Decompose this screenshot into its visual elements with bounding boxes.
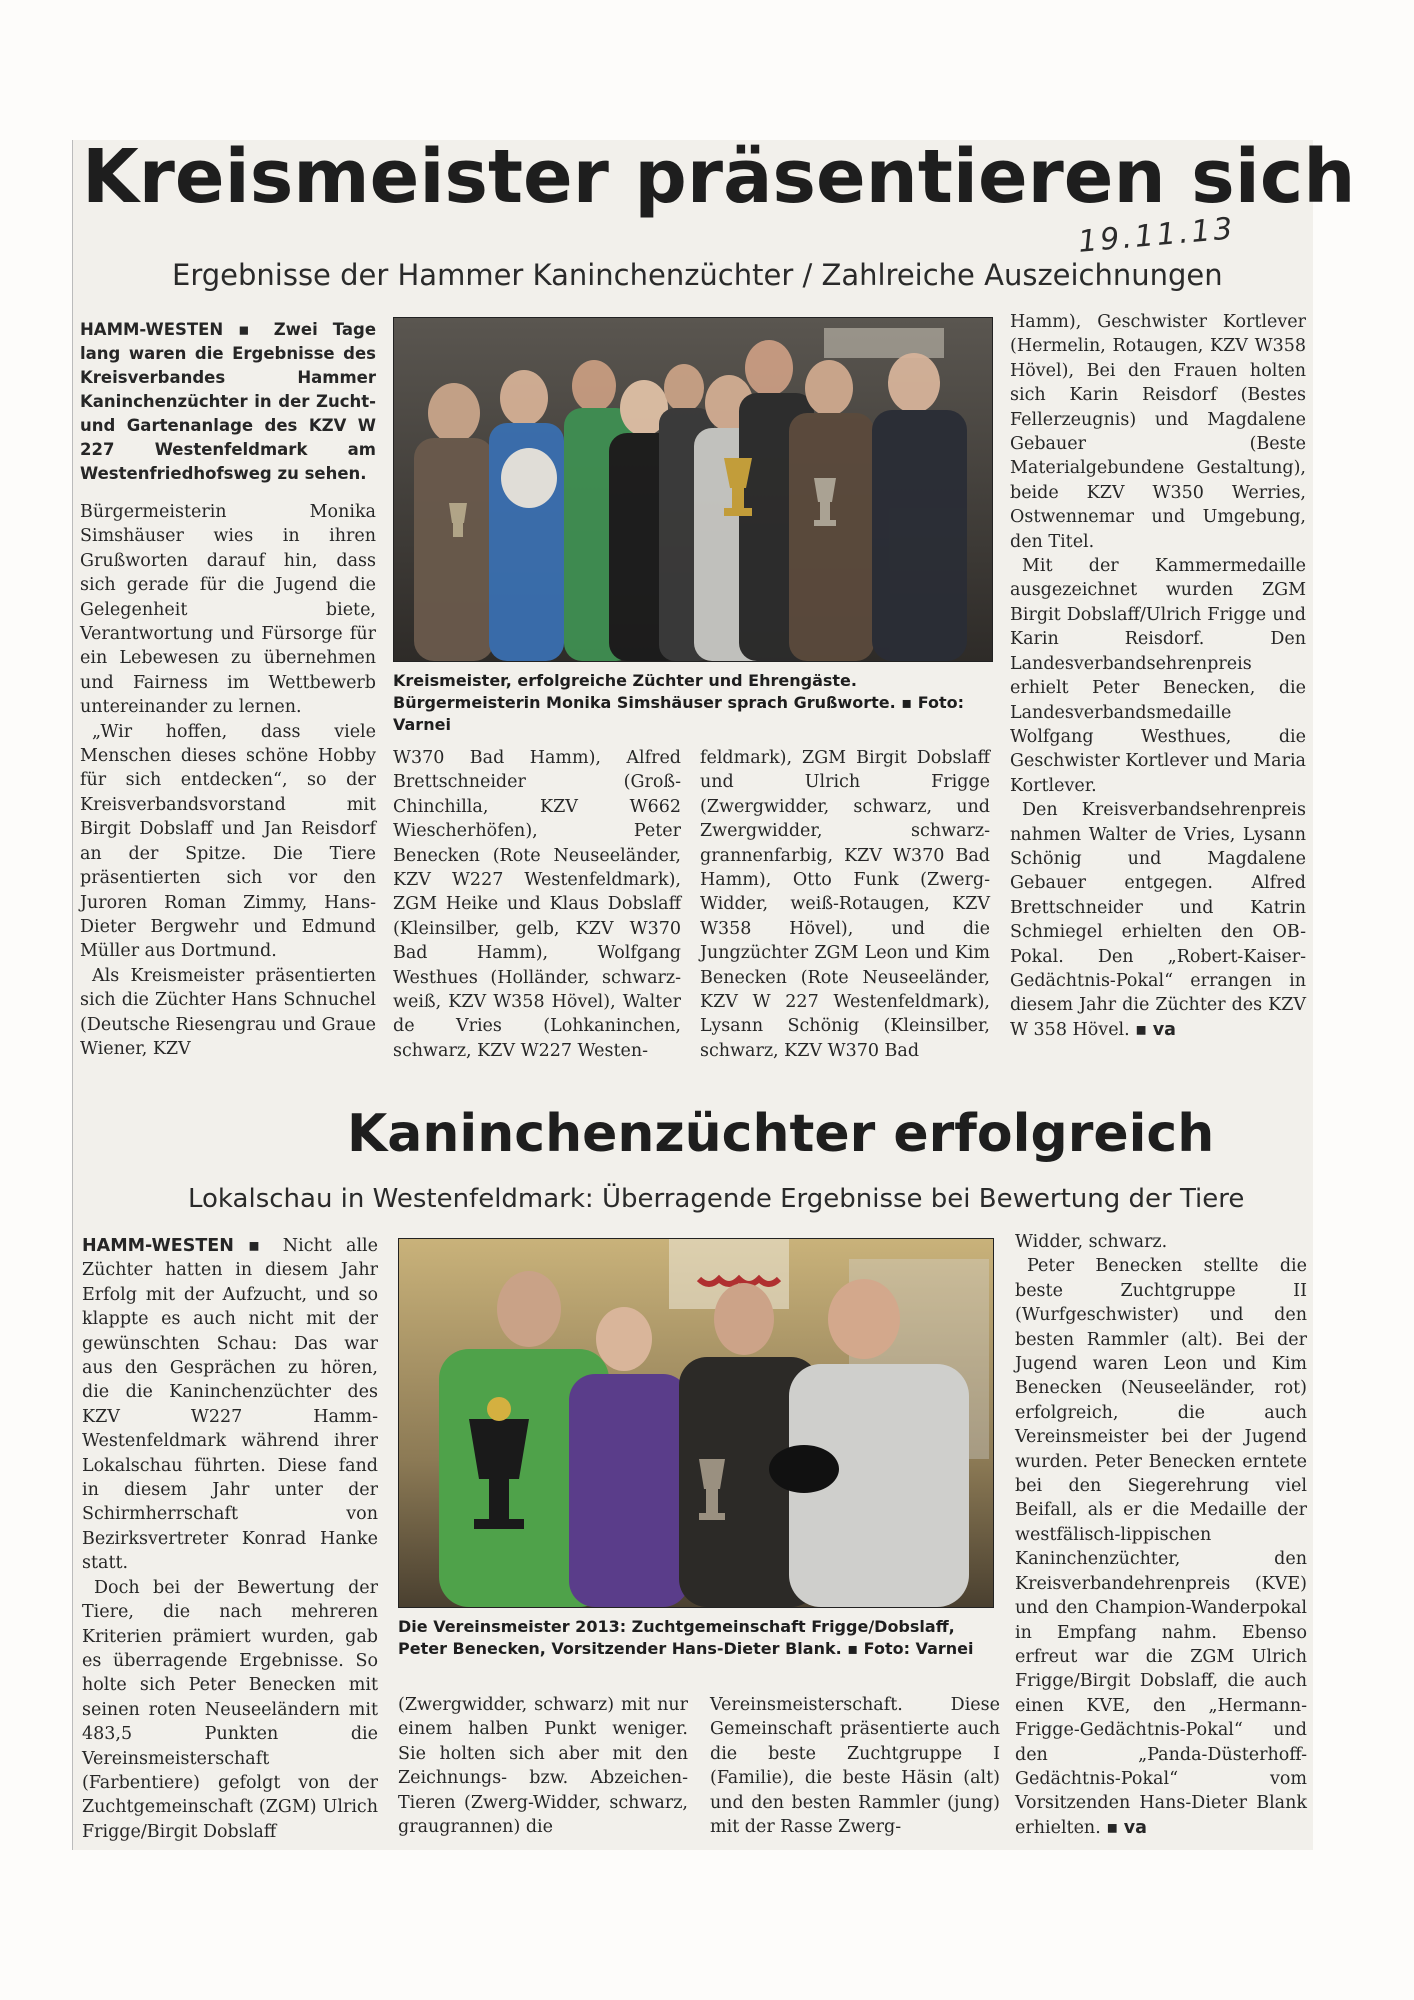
article1-col1-paragraph: „Wir hoffen, dass viele Menschen dieses schöne Hobby für sich entdecken“, so der Kreisverbandsvorstand mit Birgit Dobslaff und Jan Reisdorf an der Spitze. Die Tiere präsentierten sich vor den Juroren Roman Zimmy, Hans-Dieter Bergwehr und Edmund Müller aus Dortmund. [80,721,376,962]
article1-col2-text: W370 Bad Hamm), Alfred Brettschneider (Groß-Chinchilla, KZV W662 Wiescherhöfen), Peter Benecken (Rote Neuseeländer, KZV W227 Westenfeldmark), ZGM Heike und Klaus Dobslaff (Kleinsilber, gelb, KZV W370 Bad Hamm), Wolfgang Westhues (Holländer, schwarz-weiß, KZV W358 Hövel), Walter de Vries (Lohkaninchen, schwarz, KZV W227 Westen- [393,748,681,1061]
article1-lead-text: Zwei Tage lang waren die Ergebnisse des Kreisverbandes Hammer Kaninchenzüchter in der Zucht- und Gartenanlage des KZV W 227 Westenfeldmark am Westenfriedhofsweg zu sehen. [80,320,377,483]
article1-photo [393,317,993,662]
article1-col3-text: feldmark), ZGM Birgit Dobslaff und Ulrich Frigge (Zwergwidder, schwarz, und Zwergwidder, schwarz-grannenfarbig, KZV W370 Bad Hamm), Otto Funk (Zwerg-Widder, weiß-Rotaugen, KZV W358 Hövel), und die Jungzüchter ZGM Leon und Kim Benecken (Rote Neuseeländer, KZV W 227 Westenfeldmark), Lysann Schönig (Kleinsilber, schwarz, KZV W370 Bad [700,748,990,1061]
article2-col1-paragraph: HAMM-WESTEN ▪ Nicht alle Züchter hatten in diesem Jahr Erfolg mit der Aufzucht, und so klappte es auch nicht mit der gewünschten Schau: Das war aus den Gesprächen zu hören, die die Kaninchenzüchter des KZV W227 Hamm-Westenfeldmark während ihrer Lokalschau führten. Diese fand in diesem Jahr unter der Schirmherrschaft von Bezirksvertreter Konrad Hanke statt. [82,1236,378,1574]
article2-col4-paragraph: Peter Benecken stellte die beste Zuchtgruppe II (Wurfgeschwister) und den besten Rammler (alt). Bei der Jugend waren Leon und Kim Benecken (Neuseeländer, rot) erfolgreich, die auch Vereinsmeister bei der Jugend wurden. Peter Benecken erntete bei den Siegerehrung viel Beifall, als er die Medaille der westfälisch-lippischen Kaninchenzüchter, den Kreisverbandehrenpreis (KVE) und den Champion-Wanderpokal in Empfang nahm. Ebenso erfreut war die ZGM Ulrich Frigge/Birgit Dobslaff, die auch einen KVE, den „Hermann-Frigge-Gedächtnis-Pokal“ und den „Panda-Düsterhoff-Gedächtnis-Pokal“ vom Vorsitzenden Hans-Dieter Blank erhielten. ▪ va [1015,1256,1307,1838]
article2-column-3 [710,1693,1000,1839]
article2-col1-paragraph: Doch bei der Bewertung der Tiere, die nach mehreren Kriterien prämiert wurden, gab es überragende Ergebnisse. So holte sich Peter Benecken mit seinen roten Neuseeländern mit 483,5 Punkten die Vereinsmeisterschaft (Farbentiere) gefolgt von der Zuchtgemeinschaft (ZGM) Ulrich Frigge/Birgit Dobslaff [82,1577,378,1842]
handwritten-date: 19.11.13 [1076,211,1237,260]
article2-signature: va [1123,1817,1147,1838]
article2-dateline: HAMM-WESTEN [82,1236,234,1256]
article2-column-4 [1015,1230,1307,1840]
article1-signature: va [1152,1019,1176,1040]
article1-col4-last: Den Kreisverbandsehrenpreis nahmen Walter de Vries, Lysann Schönig und Magdalene Gebauer entgegen. Alfred Brettschneider und Katrin Schmiegel erhielten den OB-Pokal. Den „Robert-Kaiser-Gedächtnis-Pokal“ errangen in diesem Jahr die Züchter des KZV W 358 Hövel. [1010,800,1306,1040]
article2-col2-text: (Zwergwidder, schwarz) mit nur einem halben Punkt weniger. Sie holten sich aber mit den Zeichnungs- bzw. Abzeichen-Tieren (Zwerg-Widder, schwarz, graugrannen) die [398,1695,688,1838]
article1-lead: HAMM-WESTEN ▪ Zwei Tage lang waren die Ergebnisse des Kreisverbandes Hammer Kaninchenzüchter in der Zucht- und Gartenanlage des KZV W 227 Westenfeldmark am Westenfriedhofsweg zu sehen. [80,320,377,483]
article2-col4-last: Peter Benecken stellte die beste Zuchtgruppe II (Wurfgeschwister) und den besten Rammler (alt). Bei der Jugend waren Leon und Kim Benecken (Neuseeländer, rot) erfolgreich, die auch Vereinsmeister bei der Jugend wurden. Peter Benecken erntete bei den Siegerehrung viel Beifall, als er die Medaille der westfälisch-lippischen Kaninchenzüchter, den Kreisverbandehrenpreis (KVE) und den Champion-Wanderpokal in Empfang nahm. Ebenso erfreut war die ZGM Ulrich Frigge/Birgit Dobslaff, die auch einen KVE, den „Hermann-Frigge-Gedächtnis-Pokal“ und den „Panda-Düsterhoff-Gedächtnis-Pokal“ vom Vorsitzenden Hans-Dieter Blank erhielten. [1015,1256,1307,1838]
article2-subheadline: Lokalschau in Westenfeldmark: Überragende Ergebnisse bei Bewertung der Tiere [188,1184,1245,1214]
article1-col4-paragraph: Mit der Kammermedaille ausgezeichnet wurden ZGM Birgit Dobslaff/Ulrich Frigge und Karin Reisdorf. Den Landesverbandsehrenpreis erhielt Peter Benecken, die Landesverbandsmedaille Wolfgang Westhues, die Geschwister Kortlever und Maria Kortlever. [1010,556,1306,796]
article1-column-1 [80,318,376,1061]
article1-dateline: HAMM-WESTEN [80,320,224,339]
article1-col4-paragraph: Den Kreisverbandsehrenpreis nahmen Walter de Vries, Lysann Schönig und Magdalene Gebauer entgegen. Alfred Brettschneider und Katrin Schmiegel erhielten den OB-Pokal. Den „Robert-Kaiser-Gedächtnis-Pokal“ errangen in diesem Jahr die Züchter des KZV W 358 Hövel. ▪ va [1010,800,1306,1040]
article2-col1-first: Nicht alle Züchter hatten in diesem Jahr Erfolg mit der Aufzucht, und so klappte es auch nicht mit der gewünschten Schau: Das war aus den Gesprächen zu hören, die die Kaninchenzüchter des KZV W227 Hamm-Westenfeldmark während ihrer Lokalschau führten. Diese fand in diesem Jahr unter der Schirmherrschaft von Bezirksvertreter Konrad Hanke statt. [82,1236,378,1574]
article1-photo-caption: Kreismeister, erfolgreiche Züchter und Ehrengäste. Bürgermeisterin Monika Simshäuser sprach Grußworte. ▪ Foto: Varnei [393,671,965,734]
article2-photo-caption: Die Vereinsmeister 2013: Zuchtgemeinschaft Frigge/Dobslaff, Peter Benecken, Vorsitzender Hans-Dieter Blank. ▪ Foto: Varnei [398,1617,974,1658]
article1-col4-paragraph: Hamm), Geschwister Kortlever (Hermelin, Rotaugen, KZV W358 Hövel), Bei den Frauen holten sich Karin Reisdorf (Bestes Fellerzeugnis) und Magdalene Gebauer (Beste Materialgebundene Gestaltung), beide KZV W350 Werries, Ostwennemar und Umgebung, den Titel. [1010,312,1306,552]
article2-col3-text: Vereinsmeisterschaft. Diese Gemeinschaft präsentierte auch die beste Zuchtgruppe I (Familie), die beste Häsin (alt) und den besten Rammler (jung) mit der Rasse Zwerg- [710,1695,1000,1838]
article2-headline: Kaninchenzüchter erfolgreich [347,1104,1215,1164]
article2-photo [398,1238,994,1608]
article1-col1-paragraph: Bürgermeisterin Monika Simshäuser wies in ihren Grußworten darauf hin, dass sich gerade für die Jugend die Gelegenheit biete, Verantwortung und Fürsorge für ein Lebewesen zu übernehmen und Fairness im Wettbewerb untereinander zu lernen. [80,502,376,718]
article2-photo-credit: Foto: Varnei [863,1639,974,1658]
winners-photo-illustration [399,1239,993,1607]
article1-column-4 [1010,310,1306,1042]
article1-column-2 [393,746,681,1063]
article1-col1-paragraph: Als Kreismeister präsentierten sich die Züchter Hans Schnuchel (Deutsche Riesengrau und Graue Wiener, KZV [80,965,376,1059]
article2-column-1 [82,1234,378,1844]
article1-caption-text: Kreismeister, erfolgreiche Züchter und Ehrengäste. Bürgermeisterin Monika Simshäuser sprach Grußworte. [393,671,896,712]
article2-caption-text: Die Vereinsmeister 2013: Zuchtgemeinschaft Frigge/Dobslaff, Peter Benecken, Vorsitzender Hans-Dieter Blank. [398,1617,955,1658]
article2-column-2 [398,1693,688,1839]
article1-subheadline: Ergebnisse der Hammer Kaninchenzüchter / Zahlreiche Auszeichnungen [172,258,1223,292]
article1-headline: Kreismeister präsentieren sich [82,134,1356,220]
article1-column-3 [700,746,990,1063]
article2-col4-paragraph: Widder, schwarz. [1015,1232,1168,1252]
group-photo-illustration [394,318,992,661]
article1-photo-credit: Foto: Varnei [393,693,965,734]
